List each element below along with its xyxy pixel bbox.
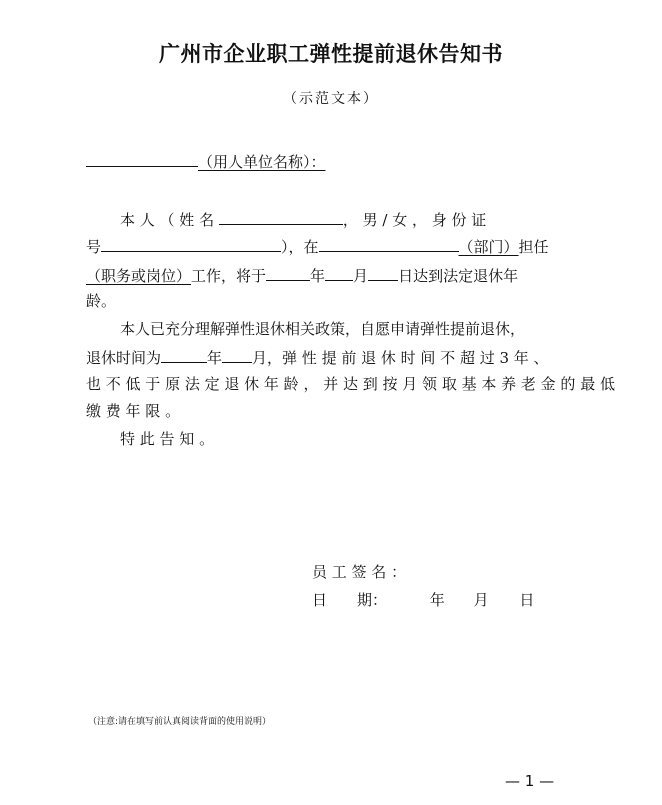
addressee-line	[86, 150, 326, 172]
date-day-label: 日	[519, 591, 535, 609]
retire-year-blank[interactable]	[266, 264, 310, 281]
retire-time-label: 退休时间为	[86, 349, 162, 367]
document-title: 广州市企业职工弹性提前退休告知书	[159, 42, 503, 66]
id-number-label: 号	[86, 238, 102, 256]
elastic-year-blank[interactable]	[161, 346, 207, 363]
employee-signature-label: 员 工 签 名 ：	[312, 563, 407, 581]
retire-day-blank[interactable]	[368, 264, 398, 281]
p1-line-3	[86, 264, 518, 286]
usage-note: （注意:请在填写前认真阅读背面的使用说明）	[88, 717, 272, 727]
addressee-label: （用人单位名称）：	[198, 153, 326, 171]
year-label: 年	[310, 267, 326, 285]
name-label: 本 人 （ 姓 名	[120, 211, 215, 229]
date-month-label: 月	[473, 591, 489, 609]
employer-name-blank[interactable]	[86, 150, 198, 167]
name-blank[interactable]	[219, 208, 343, 225]
gender-id-label: ， 男 / 女 ， 身 份 证	[342, 211, 487, 229]
id-number-blank[interactable]	[101, 235, 281, 252]
department-prefix: ），在	[281, 238, 319, 256]
p1-line-4: 龄。	[86, 292, 117, 310]
department-label: （部门）	[458, 238, 519, 256]
elastic-month-blank[interactable]	[222, 346, 252, 363]
date-year-label: 年	[429, 591, 445, 609]
position-label: （职务或岗位）	[86, 267, 192, 285]
p2-line-2	[86, 346, 549, 368]
elastic-year-label: 年	[207, 349, 223, 367]
p2-line-3: 也 不 低 于 原 法 定 退 休 年 龄 ， 并 达 到 按 月 领 取 基 本 养 老 金 的 最 低	[86, 375, 615, 393]
p2-line-1: 本人已充分理解弹性退休相关政策，自愿申请弹性提前退休，	[120, 320, 526, 338]
notice-closing: 特 此 告 知 。	[120, 430, 215, 448]
p2-line-4: 缴 费 年 限 。	[86, 402, 181, 420]
statutory-age-text: 日达到法定退休年	[398, 267, 519, 285]
date-line	[312, 590, 534, 610]
work-date-prefix: 工作，将于	[191, 267, 267, 285]
elastic-limit-text: 月，弹 性 提 前 退 休 时 间 不 超 过 3 年 、	[252, 349, 549, 367]
position-prefix: 担任	[518, 238, 549, 256]
page-number: — 1 —	[505, 772, 555, 790]
department-blank[interactable]	[319, 235, 459, 252]
p1-line-1	[120, 208, 486, 230]
retire-month-blank[interactable]	[325, 264, 353, 281]
month-label: 月	[353, 267, 369, 285]
document-subtitle: （示范文本）	[283, 91, 379, 107]
date-label: 日 期：	[312, 591, 388, 609]
p1-line-2	[86, 235, 549, 257]
